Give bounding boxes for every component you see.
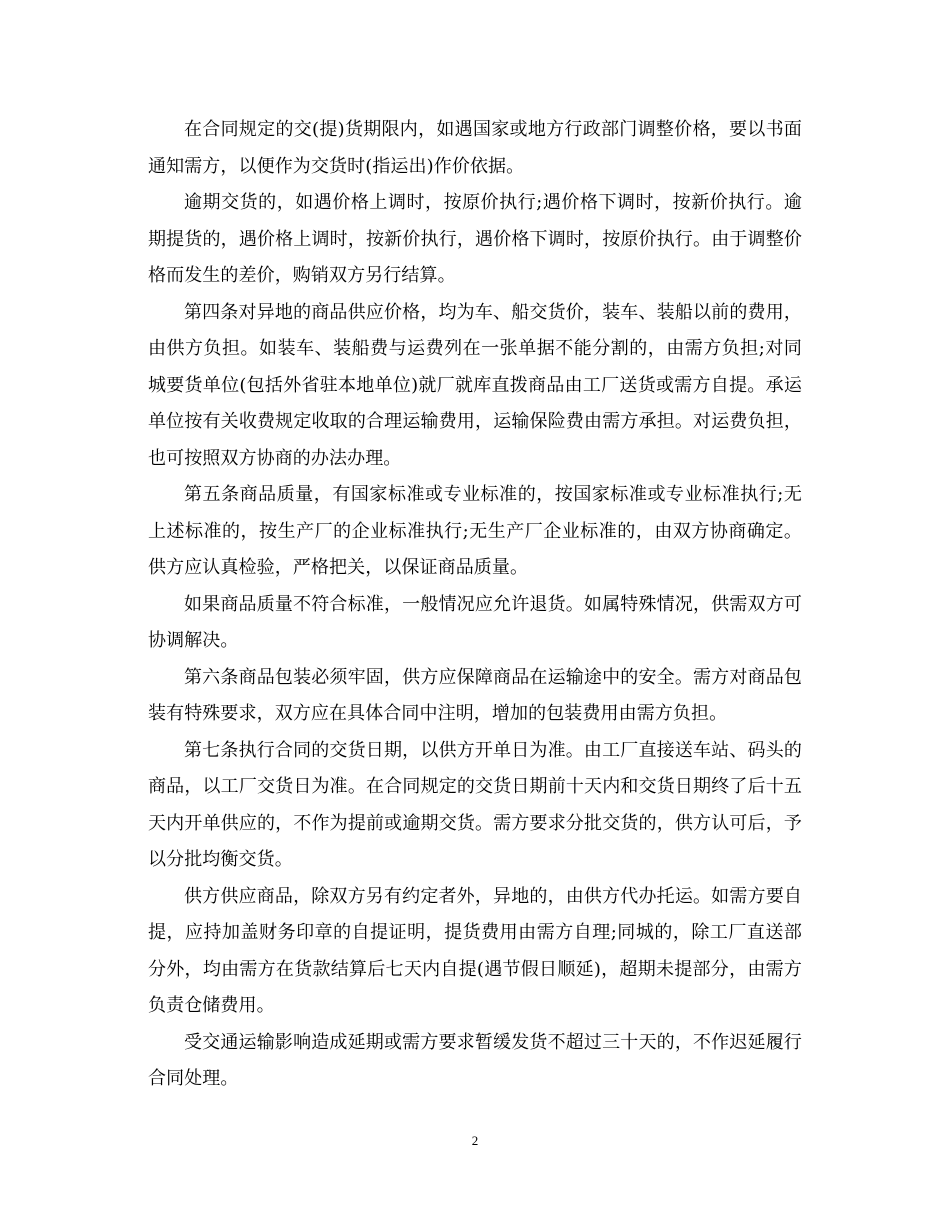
paragraph-quality-returns: 如果商品质量不符合标准，一般情况应允许退货。如属特殊情况，供需双方可协调解决。 [148,593,802,651]
page-number: 2 [471,1133,479,1148]
paragraph-article-6-packaging: 第六条商品包装必须牢固，供方应保障商品在运输途中的安全。需方对商品包装有特殊要求，双方应在具体合同中注明，增加的包装费用由需方负担。 [148,666,802,724]
paragraph-price-adjustment-notice: 在合同规定的交(提)货期限内，如遇国家或地方行政部门调整价格，要以书面通知需方，以便作为交货时(指运出)作价依据。 [148,119,802,177]
paragraph-transport-delay: 受交通运输影响造成延期或需方要求暂缓发货不超过三十天的，不作迟延履行合同处理。 [148,1031,802,1089]
paragraph-article-7-delivery-date: 第七条执行合同的交货日期，以供方开单日为准。由工厂直接送车站、码头的商品，以工厂交货日为准。在合同规定的交货日期前十天内和交货日期终了后十五天内开单供应的，不作为提前或逾期交货。需方要求分批交货的，供方认可后，予以分批均衡交货。 [148,739,802,870]
paragraph-article-5-quality: 第五条商品质量，有国家标准或专业标准的，按国家标准或专业标准执行;无上述标准的，按生产厂的企业标准执行;无生产厂企业标准的，由双方协商确定。供方应认真检验，严格把关，以保证商品质量。 [148,484,802,578]
document-body [148,112,802,1098]
paragraph-shipping-pickup: 供方供应商品，除双方另有约定者外，异地的，由供方代办托运。如需方要自提，应持加盖财务印章的自提证明，提货费用由需方自理;同城的，除工厂直送部分外，均由需方在货款结算后七天内自提(遇节假日顺延)，超期未提部分，由需方负责仓储费用。 [148,885,802,1016]
paragraph-article-4-freight: 第四条对异地的商品供应价格，均为车、船交货价，装车、装船以前的费用，由供方负担。如装车、装船费与运费列在一张单据不能分割的，由需方负担;对同城要货单位(包括外省驻本地单位)就厂就库直拨商品由工厂送货或需方自提。承运单位按有关收费规定收取的合理运输费用，运输保险费由需方承担。对运费负担，也可按照双方协商的办法办理。 [148,301,802,469]
paragraph-overdue-pricing: 逾期交货的，如遇价格上调时，按原价执行;遇价格下调时，按新价执行。逾期提货的，遇价格上调时，按新价执行，遇价格下调时，按原价执行。由于调整价格而发生的差价，购销双方另行结算。 [148,192,802,286]
